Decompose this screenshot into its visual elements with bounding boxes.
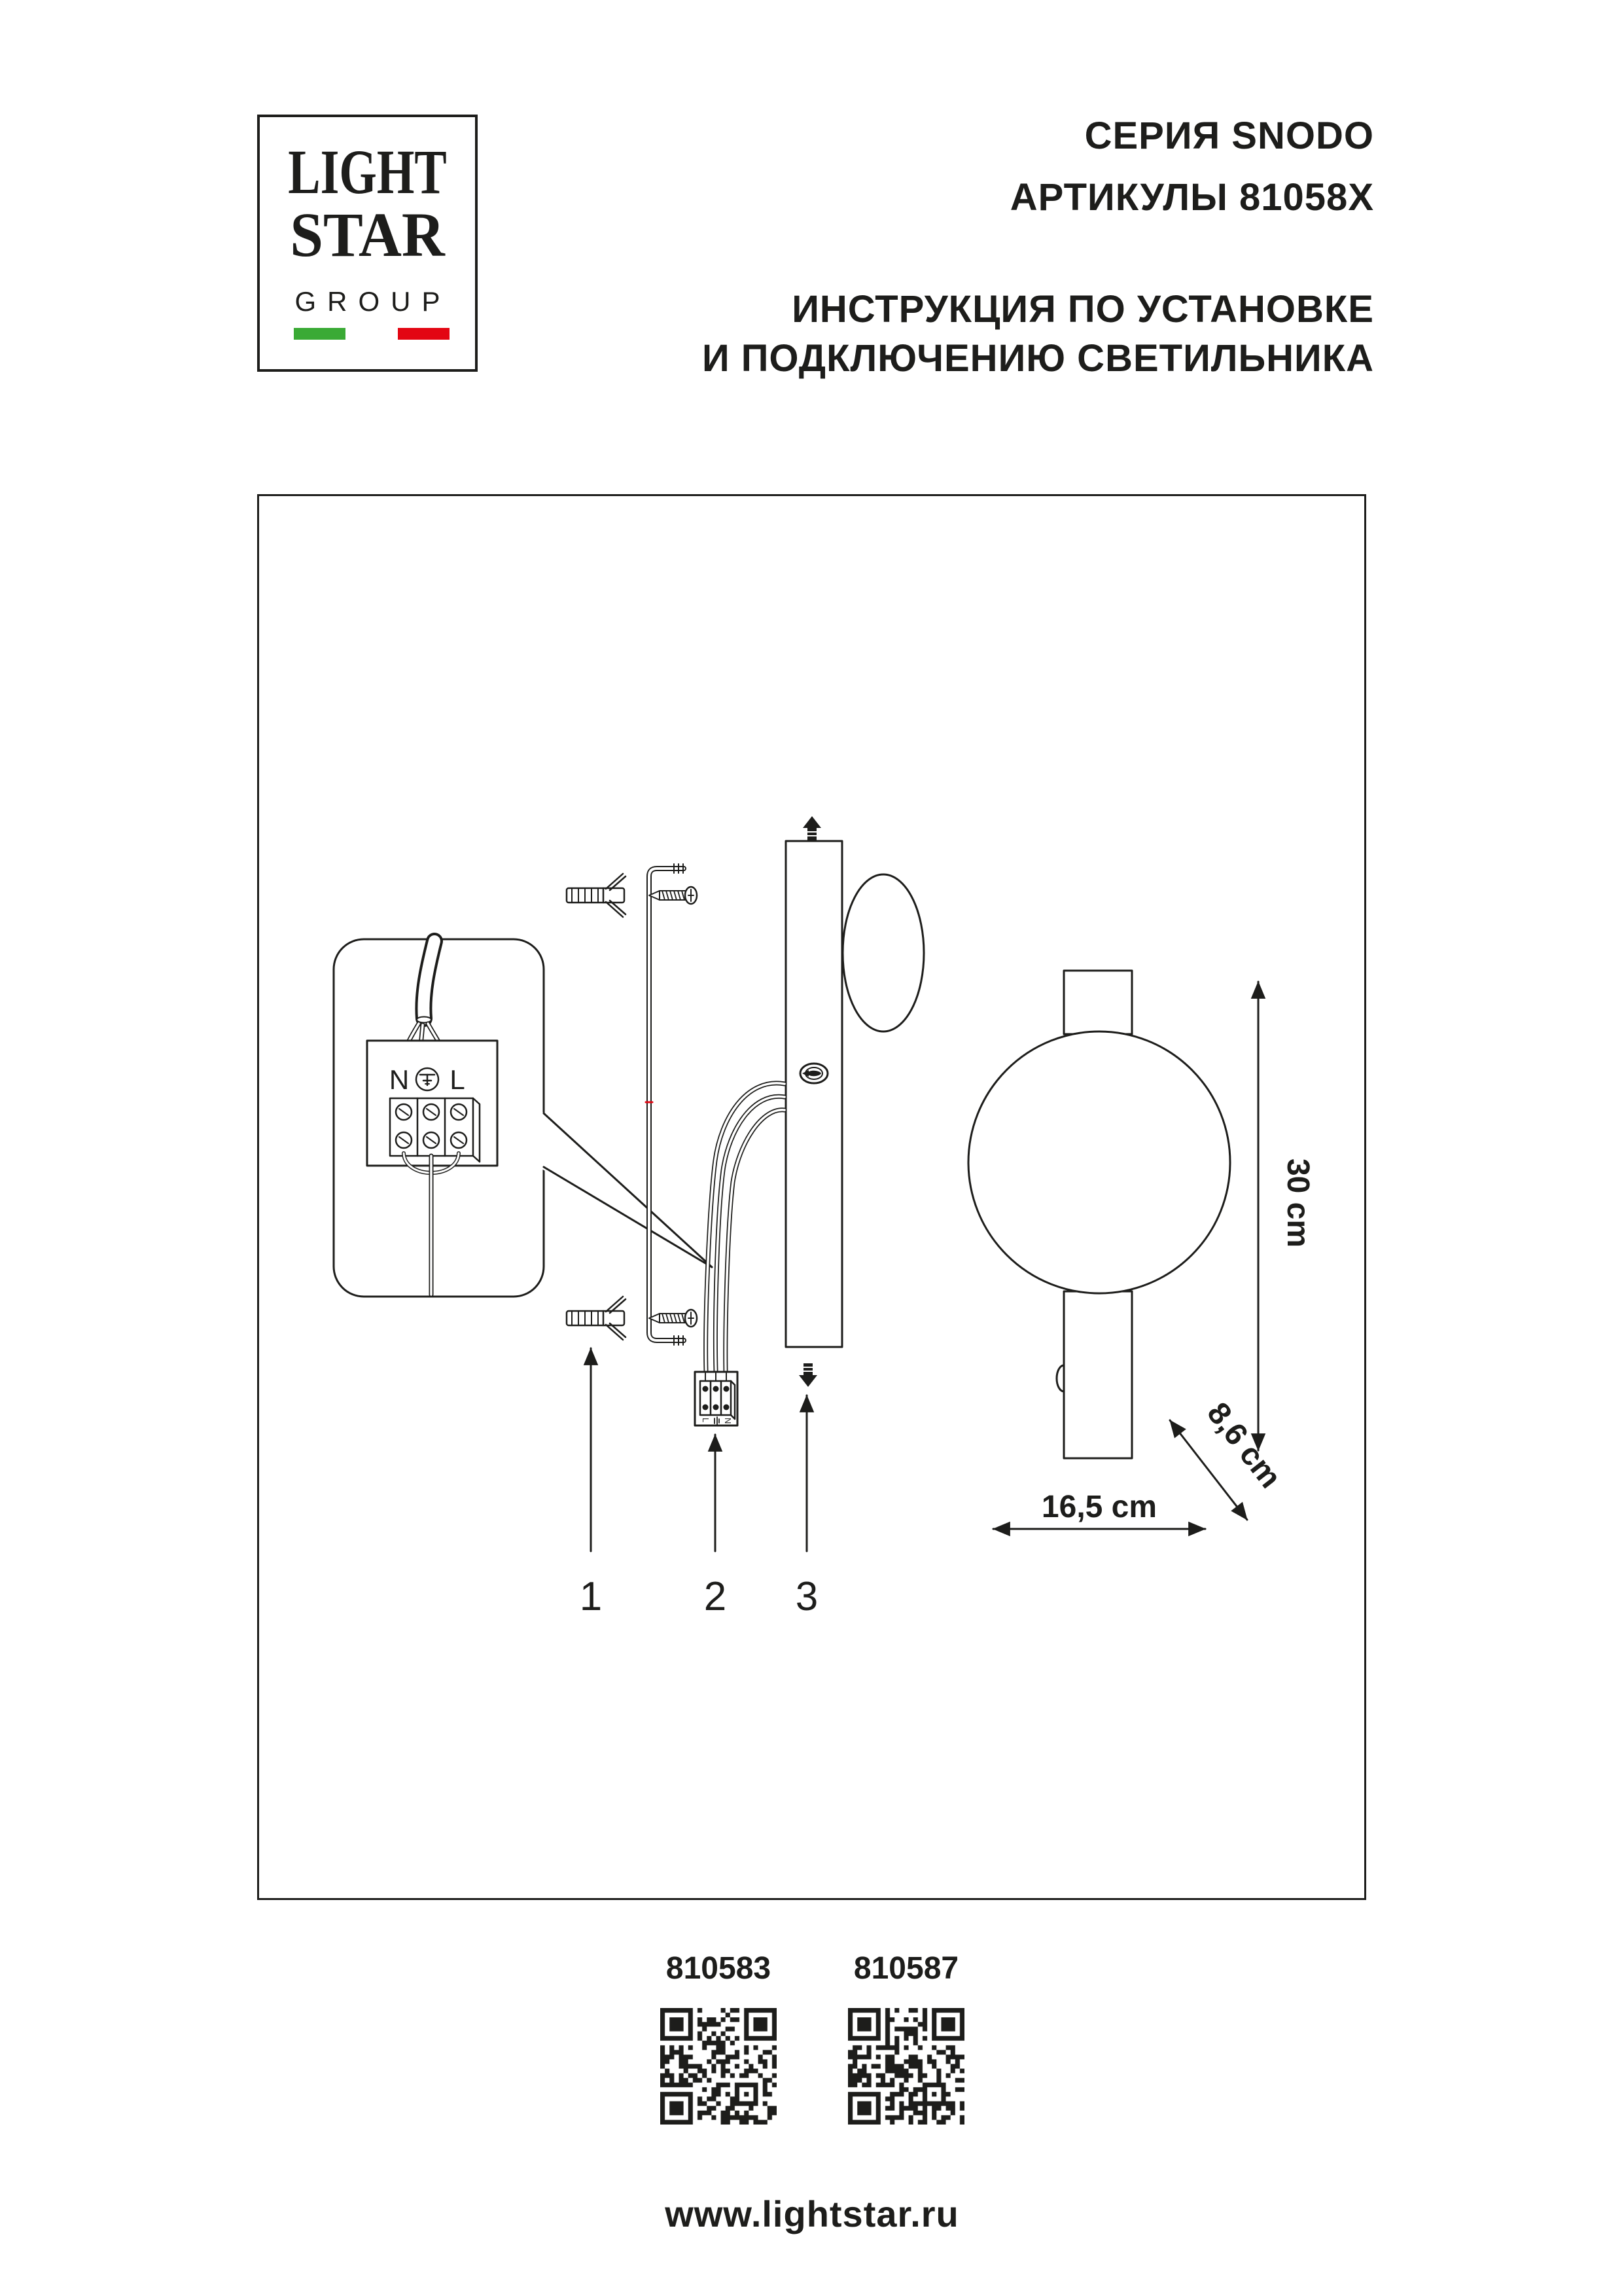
- instruction-title-line1: ИНСТРУКЦИЯ ПО УСТАНОВКЕ: [792, 288, 1374, 331]
- dim-depth: 8,6 cm: [1200, 1396, 1288, 1495]
- part-number-3: 3: [795, 1574, 819, 1619]
- earth-symbol-icon: [416, 1068, 438, 1090]
- terminal-label-n: N: [389, 1064, 410, 1095]
- articles-title: АРТИКУЛЫ 81058Х: [1010, 176, 1374, 219]
- mounting-screw-upper: [649, 887, 697, 904]
- wall-dowel-lower: [567, 1297, 626, 1340]
- series-title: СЕРИЯ SNODO: [1084, 115, 1374, 157]
- lamp-wires: [706, 1083, 785, 1371]
- terminal-label-l: L: [450, 1064, 465, 1095]
- qr-code-left: [660, 2008, 777, 2125]
- lightstar-logo: [257, 115, 478, 372]
- lamp-front-view: [968, 971, 1230, 1458]
- mounting-strap: [646, 864, 684, 1345]
- flag-green: [294, 328, 345, 340]
- terminal-callout-bubble: [334, 939, 712, 1297]
- website-url: www.lightstar.ru: [665, 2193, 959, 2234]
- logo-word-light: LIGHT: [288, 137, 447, 207]
- logo-word-group: GROUP: [294, 286, 451, 317]
- italian-flag-stripe: [294, 328, 450, 340]
- dim-width: 16,5 cm: [1041, 1490, 1157, 1524]
- adjustment-knob: [800, 1064, 828, 1083]
- qr-label-810583: 810583: [665, 1951, 771, 1986]
- instruction-title-line2: И ПОДКЛЮЧЕНИЮ СВЕТИЛЬНИКА: [701, 337, 1374, 380]
- part-number-2: 2: [703, 1574, 727, 1619]
- dim-height: 30 cm: [1280, 1158, 1315, 1248]
- diagram-frame: [257, 494, 1366, 1900]
- lamp-globe-side: [843, 874, 924, 1031]
- part-number-1: 1: [579, 1574, 603, 1619]
- lamp-backplate-side: [786, 841, 842, 1347]
- connector-mark-l: L: [701, 1418, 711, 1423]
- wall-dowel-upper: [567, 874, 626, 917]
- fixing-bolt-bottom: [799, 1363, 817, 1387]
- mounting-screw-lower: [649, 1310, 697, 1327]
- flag-white: [345, 328, 397, 340]
- logo-word-star: STAR: [290, 200, 445, 270]
- qr-code-right: [848, 2008, 964, 2125]
- flag-red: [398, 328, 450, 340]
- connector-mark-n: N: [723, 1418, 733, 1424]
- installation-diagram: [259, 496, 1364, 1898]
- fixing-bolt-top: [803, 816, 821, 841]
- lamp-globe-front: [968, 1031, 1230, 1293]
- lamp-side-view: [706, 816, 924, 1387]
- connector-block: [695, 1372, 737, 1426]
- qr-label-810587: 810587: [853, 1951, 959, 1986]
